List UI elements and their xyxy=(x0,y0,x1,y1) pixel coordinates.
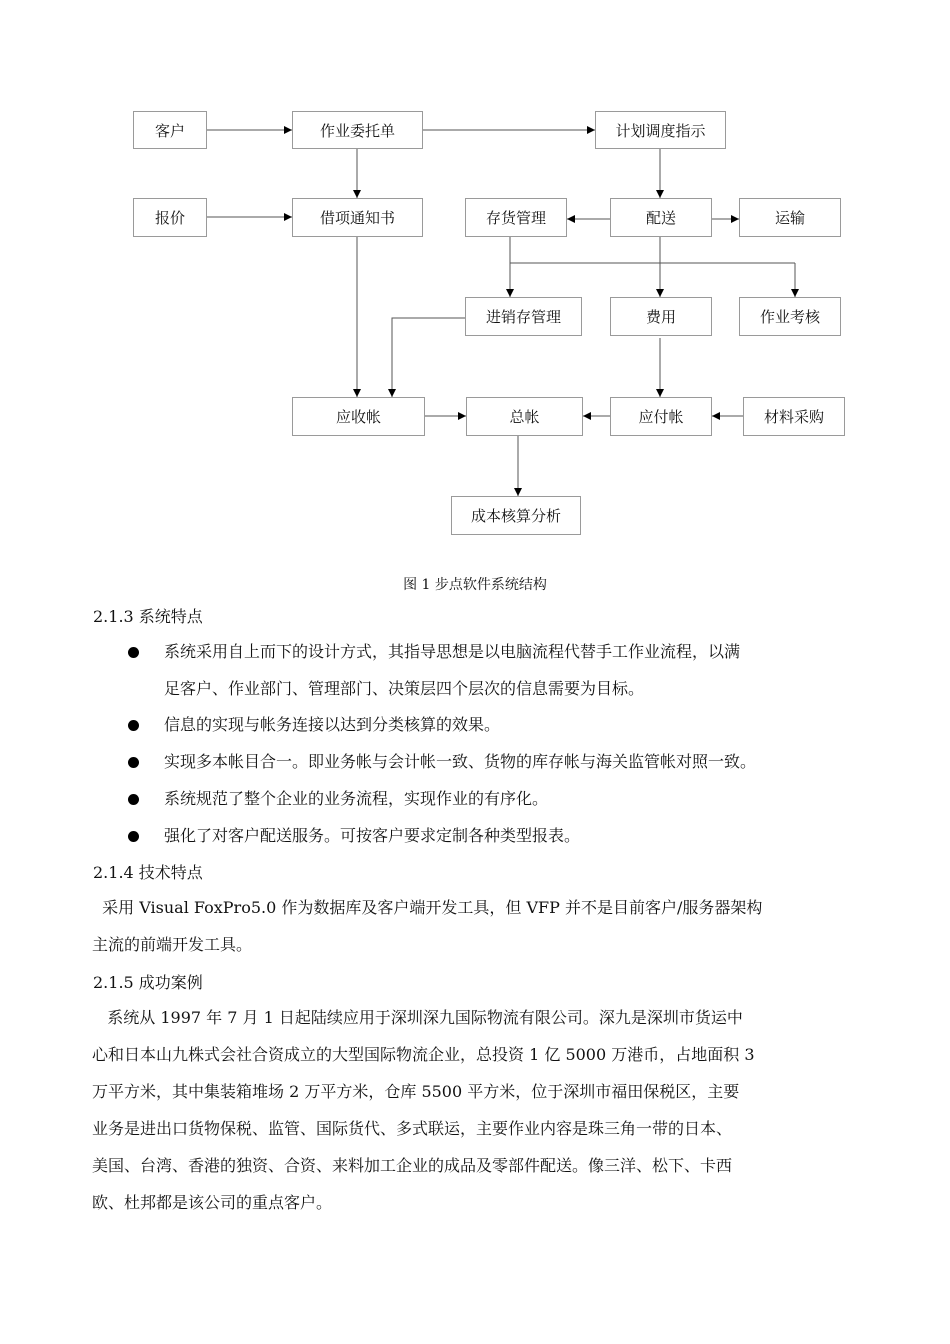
paragraph-line: 系统从 1997 年 7 月 1 日起陆续应用于深圳深九国际物流有限公司。深九是深圳市货运中 xyxy=(92,1008,743,1027)
node-plan-dispatch: 计划调度指示 xyxy=(595,111,726,149)
node-purchase-sales-inventory: 进销存管理 xyxy=(465,297,582,336)
bullet-text: 信息的实现与帐务连接以达到分类核算的效果。 xyxy=(164,715,501,734)
heading-2-1-3: 2.1.3 系统特点 xyxy=(93,607,203,626)
node-loan-notice: 借项通知书 xyxy=(292,198,423,237)
node-transport: 运输 xyxy=(739,198,841,237)
node-quote: 报价 xyxy=(133,198,207,237)
branch-horizontal xyxy=(510,237,795,263)
paragraph-line: 业务是进出口货物保税、监管、国际货代、多式联运，主要作业内容是珠三角一带的日本、 xyxy=(92,1119,733,1138)
arrow-purchase-sales-to-receivable xyxy=(392,318,465,397)
paragraph-line: 万平方米，其中集装箱堆场 2 万平方米，仓库 5500 平方米，位于深圳市福田保税区，主要 xyxy=(92,1082,740,1101)
bullet-dot-icon xyxy=(128,757,139,768)
paragraph-success-case xyxy=(92,999,862,1221)
figure-caption: 图 1 步点软件系统结构 xyxy=(403,577,547,593)
node-work-order: 作业委托单 xyxy=(292,111,423,149)
node-payables: 应付帐 xyxy=(610,397,712,436)
paragraph-line: 欧、杜邦都是该公司的重点客户。 xyxy=(92,1193,333,1212)
bullet-text: 系统采用自上而下的设计方式，其指导思想是以电脑流程代替手工作业流程，以满 xyxy=(164,642,741,661)
node-cost-analysis: 成本核算分析 xyxy=(451,496,581,535)
bullet-text: 实现多本帐目合一。即业务帐与会计帐一致、货物的库存帐与海关监管帐对照一致。 xyxy=(164,752,757,771)
bullet-dot-icon xyxy=(128,831,139,842)
node-receivables: 应收帐 xyxy=(292,397,425,436)
heading-2-1-4: 2.1.4 技术特点 xyxy=(93,863,203,882)
node-inventory-mgmt: 存货管理 xyxy=(465,198,567,237)
paragraph-line: 采用 Visual FoxPro5.0 作为数据库及客户端开发工具，但 VFP 并不是目前客户/服务器架构 xyxy=(92,898,763,917)
bullet-text: 强化了对客户配送服务。可按客户要求定制各种类型报表。 xyxy=(164,826,581,845)
node-general-ledger: 总帐 xyxy=(466,397,583,436)
paragraph-line: 心和日本山九株式会社合资成立的大型国际物流企业，总投资 1 亿 5000 万港币，占地面积 3 xyxy=(92,1045,755,1064)
bullet-text: 系统规范了整个企业的业务流程，实现作业的有序化。 xyxy=(164,789,549,808)
paragraph-line: 美国、台湾、香港的独资、合资、来料加工企业的成品及零部件配送。像三洋、松下、卡西 xyxy=(92,1156,733,1175)
bullet-dot-icon xyxy=(128,647,139,658)
bullet-dot-icon xyxy=(128,720,139,731)
node-customer: 客户 xyxy=(133,111,207,149)
paragraph-line: 主流的前端开发工具。 xyxy=(92,935,253,954)
heading-2-1-5: 2.1.5 成功案例 xyxy=(93,973,203,992)
paragraph-tech-features xyxy=(92,889,862,963)
node-delivery: 配送 xyxy=(610,198,712,237)
bullet-dot-icon xyxy=(128,794,139,805)
bullet-text-continued: 足客户、作业部门、管理部门、决策层四个层次的信息需要为目标。 xyxy=(164,679,645,698)
node-expenses: 费用 xyxy=(610,297,712,336)
node-material-purchase: 材料采购 xyxy=(743,397,845,436)
node-work-assessment: 作业考核 xyxy=(739,297,841,336)
flow-diagram-connectors xyxy=(0,0,950,560)
